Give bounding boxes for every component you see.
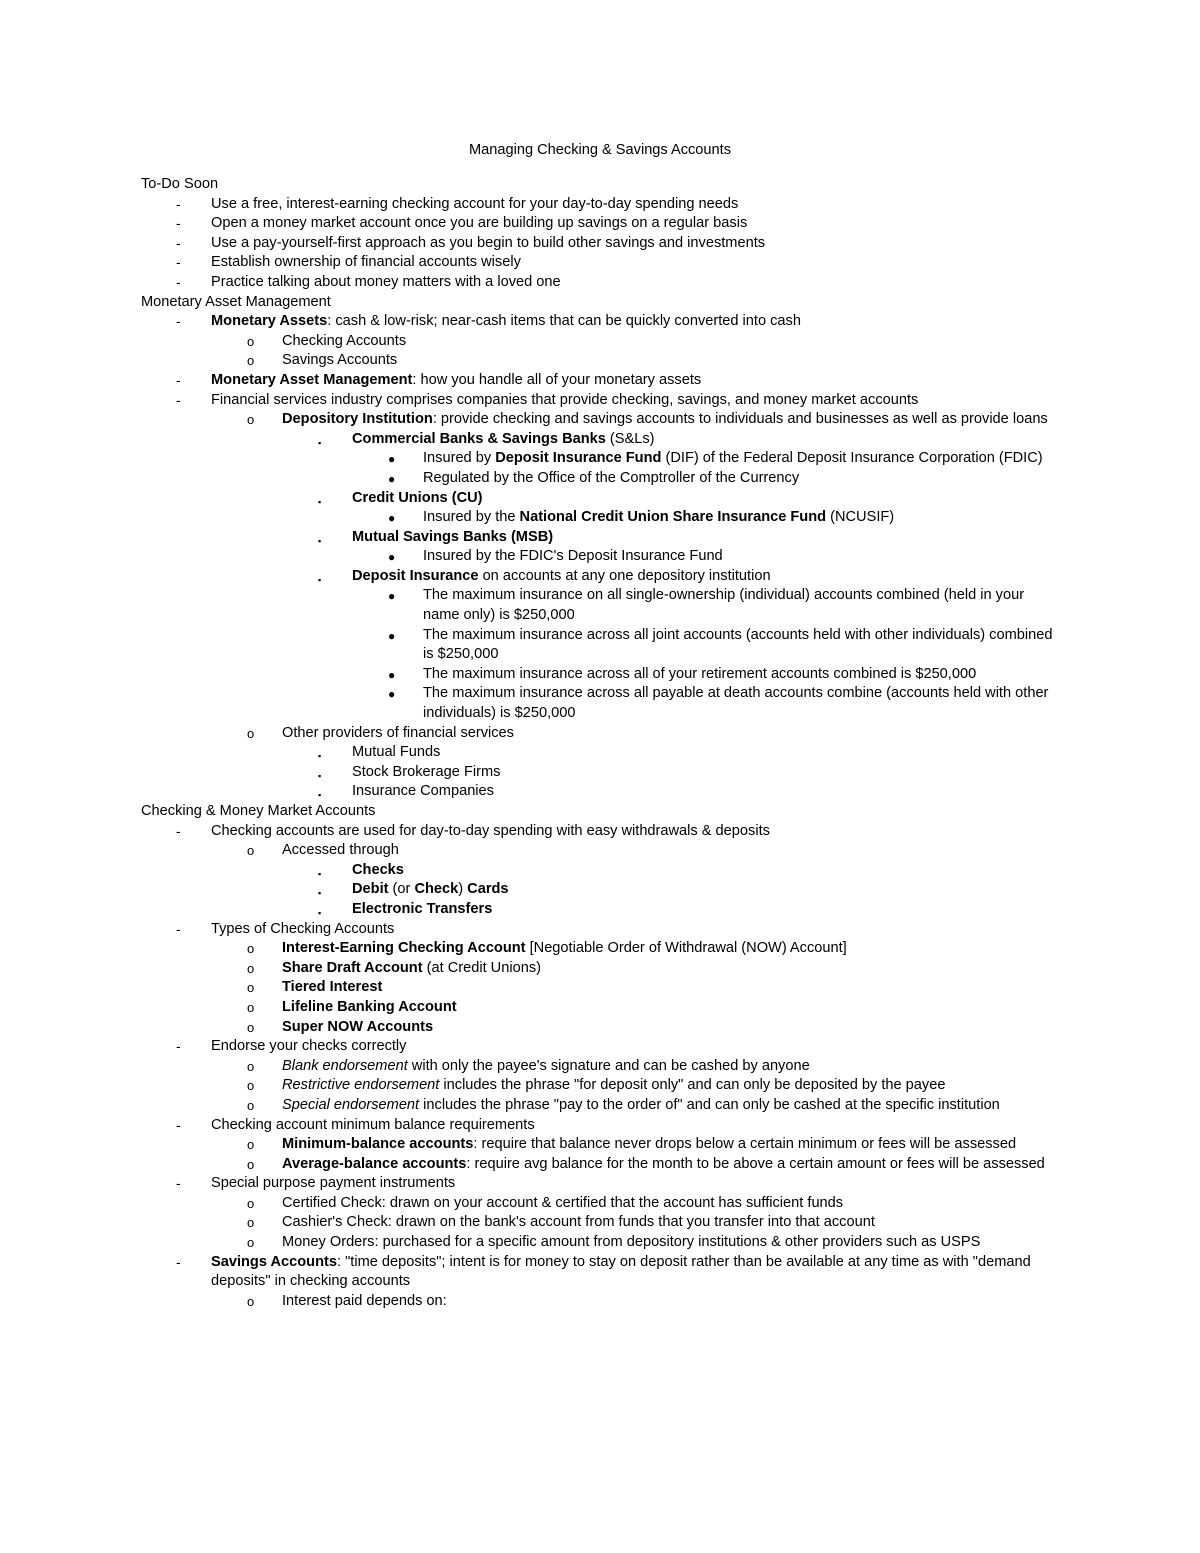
bold-term: Mutual Savings Banks (MSB) — [352, 528, 554, 545]
dash-bullet: - — [176, 1038, 181, 1055]
list-item — [0, 743, 1200, 763]
text-run: Financial services industry comprises companies that provide checking, savings, and money market accounts — [211, 391, 919, 408]
text-run: Insurance Companies — [352, 783, 494, 800]
list-item — [0, 528, 1200, 548]
dash-bullet: - — [176, 313, 181, 330]
list-item — [0, 1018, 1200, 1038]
item-text — [423, 469, 1063, 489]
circle-bullet: o — [247, 843, 255, 859]
dot-bullet: ● — [388, 628, 396, 643]
bold-term: Electronic Transfers — [352, 900, 493, 917]
item-text — [282, 1233, 1062, 1253]
text-run: ) — [458, 881, 468, 898]
list-item — [0, 841, 1200, 861]
list-item — [0, 391, 1200, 411]
bold-term: Commercial Banks & Savings Banks — [352, 430, 606, 447]
item-text — [211, 1116, 1061, 1136]
item-text — [423, 547, 1063, 567]
text-run: Monetary Asset Management — [141, 293, 331, 310]
item-text — [282, 724, 1062, 744]
item-text — [211, 195, 1061, 215]
item-text — [282, 351, 1062, 371]
section-heading — [0, 175, 1200, 195]
section-heading — [0, 802, 1200, 822]
list-item — [0, 332, 1200, 352]
item-text — [282, 959, 1062, 979]
text-run: Checking account minimum balance requirements — [211, 1116, 535, 1133]
circle-bullet: o — [247, 1019, 255, 1035]
text-run: The maximum insurance across all joint accounts (accounts held with other individuals) combined is $250,000 — [423, 626, 1053, 663]
list-item — [0, 1116, 1200, 1136]
item-text — [282, 332, 1062, 352]
text-run: Insured by the — [423, 509, 520, 526]
item-text — [423, 626, 1063, 665]
bold-term: Share Draft Account — [282, 959, 423, 976]
text-run: includes the phrase "for deposit only" and can only be deposited by the payee — [439, 1077, 946, 1094]
item-text — [352, 430, 1062, 450]
item-text — [282, 998, 1062, 1018]
section-heading — [0, 293, 1200, 313]
square-bullet: ▪ — [318, 437, 322, 448]
list-item — [0, 959, 1200, 979]
item-text — [211, 253, 1061, 273]
bold-term: Tiered Interest — [282, 979, 383, 996]
bold-term: National Credit Union Share Insurance Fund — [519, 509, 827, 526]
dot-bullet: ● — [388, 550, 396, 565]
dash-bullet: - — [176, 254, 181, 271]
text-run: Regulated by the Office of the Comptroller of the Currency — [423, 469, 800, 486]
item-text — [423, 449, 1063, 469]
bold-term: Super NOW Accounts — [282, 1018, 434, 1035]
list-item — [0, 273, 1200, 293]
bold-term: Monetary Assets — [211, 313, 328, 330]
text-run: Mutual Funds — [352, 744, 441, 761]
circle-bullet: o — [247, 1195, 255, 1211]
page-title: Managing Checking & Savings Accounts — [468, 142, 732, 158]
text-run: The maximum insurance across all of your retirement accounts combined is $250,000 — [423, 665, 977, 682]
circle-bullet: o — [247, 1235, 255, 1251]
list-item — [0, 998, 1200, 1018]
text-run: : provide checking and savings accounts to individuals and businesses as well as provide loans — [432, 411, 1048, 428]
list-item — [0, 508, 1200, 528]
list-item — [0, 449, 1200, 469]
text-run: Certified Check: drawn on your account & certified that the account has sufficient funds — [282, 1194, 844, 1211]
list-item — [0, 195, 1200, 215]
list-item — [0, 253, 1200, 273]
circle-bullet: o — [247, 412, 255, 428]
list-item — [0, 822, 1200, 842]
bold-term: Minimum-balance accounts — [282, 1136, 474, 1153]
bold-term: Debit — [352, 881, 389, 898]
text-run: To-Do Soon — [141, 176, 219, 192]
dash-bullet: - — [176, 371, 181, 388]
text-run: Checking accounts are used for day-to-day spending with easy withdrawals & deposits — [211, 822, 770, 839]
square-bullet: ▪ — [318, 907, 322, 918]
list-item — [0, 489, 1200, 509]
item-text — [282, 939, 1062, 959]
list-item — [0, 547, 1200, 567]
list-item — [0, 920, 1200, 940]
item-text — [423, 665, 1063, 685]
item-text — [352, 528, 1062, 548]
item-text — [211, 822, 1061, 842]
dash-bullet: - — [176, 920, 181, 937]
list-item — [0, 234, 1200, 254]
circle-bullet: o — [247, 1137, 255, 1153]
document-body — [0, 175, 1200, 1311]
item-text — [423, 508, 1063, 528]
list-item — [0, 861, 1200, 881]
square-bullet: ▪ — [318, 790, 322, 801]
item-text — [282, 1155, 1062, 1175]
text-run: Special purpose payment instruments — [211, 1175, 456, 1192]
text-run: Other providers of financial services — [282, 724, 514, 741]
list-item — [0, 1292, 1200, 1312]
square-bullet: ▪ — [318, 888, 322, 899]
bold-term: Checks — [352, 861, 404, 878]
list-item — [0, 684, 1200, 723]
item-text — [352, 489, 1062, 509]
dot-bullet: ● — [388, 589, 396, 604]
item-text — [282, 1018, 1062, 1038]
list-item — [0, 724, 1200, 744]
dot-bullet: ● — [388, 452, 396, 467]
dot-bullet: ● — [388, 687, 396, 702]
text-run: Practice talking about money matters with a loved one — [211, 273, 561, 290]
text-run: Types of Checking Accounts — [211, 920, 395, 937]
dash-bullet: - — [176, 215, 181, 232]
circle-bullet: o — [247, 1215, 255, 1231]
circle-bullet: o — [247, 980, 255, 996]
italic-term: Special endorsement — [282, 1096, 420, 1113]
text-run: The maximum insurance across all payable at death accounts combine (accounts held with other individuals) is $250,000 — [423, 685, 1049, 722]
list-item — [0, 1233, 1200, 1253]
item-text — [141, 802, 1051, 822]
text-run: : "time deposits"; intent is for money to stay on deposit rather than be available at any time as with "demand deposits" in checking accounts — [211, 1253, 1031, 1290]
dash-bullet: - — [176, 822, 181, 839]
list-item — [0, 312, 1200, 332]
square-bullet: ▪ — [318, 574, 322, 585]
text-run: : how you handle all of your monetary assets — [412, 371, 702, 388]
list-item — [0, 371, 1200, 391]
bold-term: Deposit Insurance — [352, 567, 479, 584]
circle-bullet: o — [247, 1097, 255, 1113]
text-run: Accessed through — [282, 842, 399, 859]
text-run: The maximum insurance on all single-ownership (individual) accounts combined (held in your name only) is $250,000 — [423, 587, 1025, 624]
square-bullet: ▪ — [318, 751, 322, 762]
item-text — [282, 1135, 1062, 1155]
text-run: on accounts at any one depository institution — [478, 567, 771, 584]
list-item — [0, 410, 1200, 430]
bold-term: Lifeline Banking Account — [282, 998, 457, 1015]
bold-term: Interest-Earning Checking Account — [282, 940, 526, 957]
circle-bullet: o — [247, 1156, 255, 1172]
circle-bullet: o — [247, 1078, 255, 1094]
list-item — [0, 1174, 1200, 1194]
list-item — [0, 567, 1200, 587]
list-item — [0, 1076, 1200, 1096]
item-text — [352, 567, 1062, 587]
list-item — [0, 1057, 1200, 1077]
item-text — [211, 1253, 1061, 1292]
item-text — [282, 1292, 1062, 1312]
text-run: Money Orders: purchased for a specific amount from depository institutions & other providers such as USPS — [282, 1234, 981, 1251]
text-run: Interest paid depends on: — [282, 1292, 447, 1309]
dot-bullet: ● — [388, 667, 396, 682]
item-text — [282, 1076, 1062, 1096]
text-run: with only the payee's signature and can be cashed by anyone — [407, 1057, 810, 1074]
list-item — [0, 214, 1200, 234]
bold-term: Savings Accounts — [211, 1253, 337, 1270]
text-run: (or — [388, 881, 415, 898]
text-run: Savings Accounts — [282, 352, 398, 369]
text-run: Use a free, interest-earning checking account for your day-to-day spending needs — [211, 195, 739, 212]
list-item — [0, 665, 1200, 685]
dot-bullet: ● — [388, 511, 396, 526]
circle-bullet: o — [247, 333, 255, 349]
item-text — [282, 841, 1062, 861]
circle-bullet: o — [247, 353, 255, 369]
list-item — [0, 880, 1200, 900]
italic-term: Restrictive endorsement — [282, 1077, 440, 1094]
item-text — [352, 900, 1062, 920]
item-text — [352, 743, 1062, 763]
text-run: (DIF) of the Federal Deposit Insurance Corporation (FDIC) — [661, 450, 1043, 467]
text-run: Cashier's Check: drawn on the bank's account from funds that you transfer into that account — [282, 1214, 875, 1231]
square-bullet: ▪ — [318, 496, 322, 507]
square-bullet: ▪ — [318, 770, 322, 781]
item-text — [211, 371, 1061, 391]
list-item — [0, 626, 1200, 665]
text-run: Checking Accounts — [282, 332, 407, 349]
text-run: : require avg balance for the month to be above a certain amount or fees will be assessed — [466, 1155, 1045, 1172]
item-text — [211, 920, 1061, 940]
item-text — [211, 1174, 1061, 1194]
dash-bullet: - — [176, 273, 181, 290]
item-text — [352, 763, 1062, 783]
list-item — [0, 351, 1200, 371]
text-run: Open a money market account once you are building up savings on a regular basis — [211, 215, 748, 232]
circle-bullet: o — [247, 999, 255, 1015]
bold-term: Deposit Insurance Fund — [495, 450, 662, 467]
dash-bullet: - — [176, 195, 181, 212]
square-bullet: ▪ — [318, 535, 322, 546]
italic-term: Blank endorsement — [282, 1057, 408, 1074]
text-run: (NCUSIF) — [826, 509, 895, 526]
bold-term: Check — [414, 881, 459, 898]
list-item — [0, 978, 1200, 998]
item-text — [211, 312, 1061, 332]
list-item — [0, 469, 1200, 489]
list-item — [0, 900, 1200, 920]
item-text — [211, 1037, 1061, 1057]
dot-bullet: ● — [388, 471, 396, 486]
text-run: : require that balance never drops below a certain minimum or fees will be assessed — [473, 1136, 1017, 1153]
text-run: Insured by the FDIC's Deposit Insurance Fund — [423, 548, 723, 565]
item-text — [352, 782, 1062, 802]
text-run: : cash & low-risk; near-cash items that can be quickly converted into cash — [327, 313, 801, 330]
item-text — [282, 1194, 1062, 1214]
square-bullet: ▪ — [318, 868, 322, 879]
text-run: (S&Ls) — [605, 430, 655, 447]
bold-term: Monetary Asset Management — [211, 371, 413, 388]
text-run: Stock Brokerage Firms — [352, 763, 501, 780]
text-run: Insured by — [423, 450, 496, 467]
text-run: (at Credit Unions) — [422, 959, 541, 976]
circle-bullet: o — [247, 941, 255, 957]
circle-bullet: o — [247, 1058, 255, 1074]
list-item — [0, 586, 1200, 625]
list-item — [0, 1037, 1200, 1057]
item-text — [423, 586, 1063, 625]
bold-term: Average-balance accounts — [282, 1155, 467, 1172]
text-run: Use a pay-yourself-first approach as you begin to build other savings and investments — [211, 234, 766, 251]
circle-bullet: o — [247, 1293, 255, 1309]
dash-bullet: - — [176, 1253, 181, 1270]
bold-term: Depository Institution — [282, 411, 433, 428]
list-item — [0, 939, 1200, 959]
bold-term: Cards — [467, 881, 509, 898]
item-text — [141, 175, 1051, 195]
circle-bullet: o — [247, 960, 255, 976]
list-item — [0, 1135, 1200, 1155]
list-item — [0, 1155, 1200, 1175]
item-text — [211, 234, 1061, 254]
item-text — [282, 1057, 1062, 1077]
text-run: Establish ownership of financial accounts wisely — [211, 254, 521, 271]
list-item — [0, 1213, 1200, 1233]
list-item — [0, 1194, 1200, 1214]
item-text — [282, 1096, 1062, 1116]
text-run: Endorse your checks correctly — [211, 1038, 407, 1055]
dash-bullet: - — [176, 1116, 181, 1133]
list-item — [0, 1253, 1200, 1292]
dash-bullet: - — [176, 391, 181, 408]
item-text — [282, 410, 1062, 430]
list-item — [0, 1096, 1200, 1116]
item-text — [211, 391, 1061, 411]
dash-bullet: - — [176, 1175, 181, 1192]
item-text — [352, 880, 1062, 900]
item-text — [423, 684, 1063, 723]
text-run: [Negotiable Order of Withdrawal (NOW) Account] — [525, 940, 847, 957]
text-run: Checking & Money Market Accounts — [141, 803, 376, 819]
text-run: includes the phrase "pay to the order of" and can only be cashed at the specific institution — [419, 1096, 1000, 1113]
item-text — [211, 273, 1061, 293]
list-item — [0, 430, 1200, 450]
item-text — [282, 1213, 1062, 1233]
list-item — [0, 782, 1200, 802]
bold-term: Credit Unions (CU) — [352, 489, 483, 506]
item-text — [211, 214, 1061, 234]
circle-bullet: o — [247, 725, 255, 741]
item-text — [282, 978, 1062, 998]
item-text — [141, 293, 1051, 313]
item-text — [352, 861, 1062, 881]
dash-bullet: - — [176, 234, 181, 251]
list-item — [0, 763, 1200, 783]
